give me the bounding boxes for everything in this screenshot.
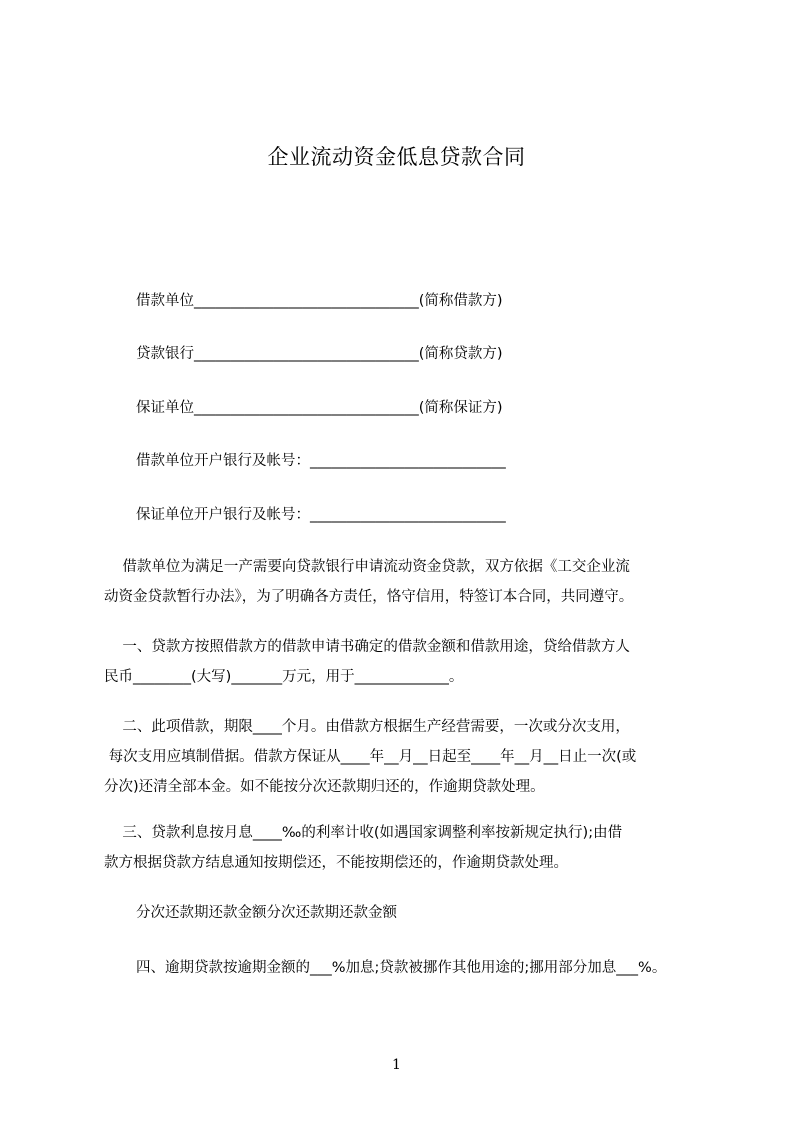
guarantor-account-line: 保证单位开户银行及帐号：___________________________: [136, 507, 506, 523]
clause-2-line-1: 二、此项借款，期限____个月。由借款方根据生产经营需要，一次或分次支用，: [104, 719, 630, 735]
guarantor-line: 保证单位_______________________________(简称保证方): [136, 400, 503, 416]
preamble-paragraph: [104, 552, 704, 612]
lender-line: 贷款银行_______________________________(简称贷款方): [136, 346, 503, 362]
clause-2-line-2: 每次支用应填制借据。借款方保证从____年__月__日起至____年__月__日止一次(或: [104, 749, 637, 765]
document-title: 企业流动资金低息贷款合同: [267, 145, 526, 169]
repayment-heading: 分次还款期还款金额分次还款期还款金额: [136, 905, 397, 921]
clause-2-line-3: 分次)还清全部本金。如不能按分次还款期归还的，作逾期贷款处理。: [104, 779, 545, 795]
clause-3-line-1: 三、贷款利息按月息____‰的利率计收(如遇国家调整利率按新规定执行);由借: [104, 825, 623, 841]
borrower-account-line: 借款单位开户银行及帐号：___________________________: [136, 453, 506, 469]
clause-2-paragraph: [104, 712, 704, 802]
clause-3-line-2: 款方根据贷款方结息通知按期偿还，不能按期偿还的，作逾期贷款处理。: [104, 855, 568, 871]
clause-1-paragraph: [104, 632, 704, 692]
clause-3-paragraph: [104, 818, 704, 878]
clause-1-line-2: 民币________(大写)_______万元，用于_____________。: [104, 669, 464, 685]
preamble-line-2: 动资金贷款暂行办法》，为了明确各方责任，恪守信用，特签订本合同，共同遵守。: [104, 589, 634, 605]
borrower-line: 借款单位_______________________________(简称借款方): [136, 293, 503, 309]
preamble-line-1: 借款单位为满足一产需要向贷款银行申请流动资金贷款，双方依据《工交企业流: [104, 559, 630, 575]
clause-1-line-1: 一、贷款方按照借款方的借款申请书确定的借款金额和借款用途，贷给借款方人: [104, 639, 630, 655]
page-number: 1: [392, 1057, 401, 1073]
clause-4-line: 四、逾期贷款按逾期金额的___%加息;贷款被挪作其他用途的;挪用部分加息___%。: [136, 960, 667, 976]
